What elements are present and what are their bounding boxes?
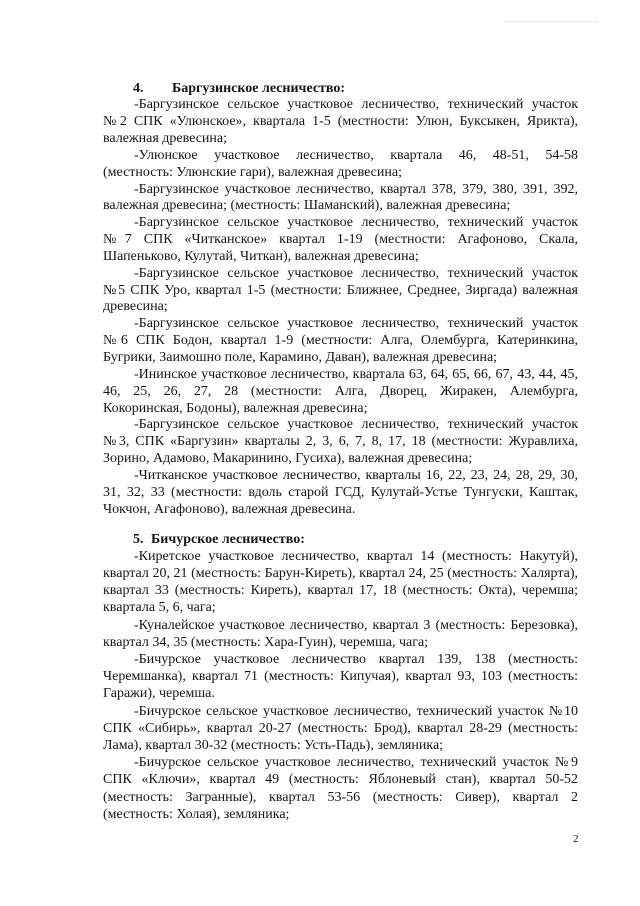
list-item: [103, 754, 578, 823]
list-item: [103, 417, 578, 468]
section-heading: [103, 531, 578, 548]
text-line: Шапеньково, Кулутай, Читкан), валежная древесина;: [103, 248, 419, 264]
list-item: [103, 148, 578, 182]
text-line: -Читканское участковое лесничество, кварталы 16, 22, 23, 24, 28, 29, 30,: [134, 467, 578, 483]
text-line: -Баргузинское сельское участковое лесничество, технический участок: [134, 417, 578, 433]
text-line: валежная древесина; (местность: Шаманский), валежная древесина;: [103, 198, 511, 214]
text-line: -Бичурское сельское участковое лесничество, технический участок №9: [134, 755, 578, 771]
text-line: -Куналейское участковое лесничество, квартал 3 (местность: Березовка),: [134, 617, 578, 633]
text-line: -Баргузинское сельское участковое лесничество, технический участок: [134, 215, 578, 231]
text-line: Лама), квартал 30-32 (местность: Усть-Падь), земляника;: [103, 737, 444, 753]
text-line: 46, 25, 26, 27, 28 (местности: Алга, Дворец, Жиракен, Алембурга,: [103, 383, 578, 399]
text-line: -Баргузинское участковое лесничество, квартал 378, 379, 380, 391, 392,: [134, 181, 578, 197]
section-title: Баргузинское лесничество:: [172, 80, 346, 96]
text-line: квартал 33 (местность: Киреть), квартал 17, 18 (местность: Окта), черемша;: [103, 583, 578, 599]
text-line: валежная древесина;: [103, 131, 228, 147]
text-line: Бугрики, Заимошно поле, Карамино, Даван), валежная древесина;: [103, 350, 498, 365]
forestry-section: [103, 531, 578, 823]
text-line: -Улюнское участковое лесничество, квартала 46, 48-51, 54-58: [134, 147, 578, 163]
list-item: [103, 617, 578, 651]
text-line: (местность: Улюнские гари), валежная древесина;: [103, 164, 402, 180]
text-line: древесина;: [103, 299, 168, 315]
text-line: квартал 20, 21 (местность: Барун-Киреть), квартал 24, 25 (местность: Халярта),: [103, 565, 578, 581]
forestry-section: [103, 81, 578, 519]
text-line: -Баргузинское сельское участковое лесничество, технический участок: [134, 97, 578, 113]
text-line: -Баргузинское сельское участковое лесничество, технический участок: [134, 265, 578, 281]
text-line: №7 СПК «Читканское» квартал 1-19 (местности: Агафоново, Скала,: [103, 232, 578, 248]
text-line: Гаражи), черемша.: [103, 686, 215, 702]
text-line: Кокоринская, Бодоны), валежная древесина;: [103, 400, 368, 416]
section-heading: [103, 81, 578, 98]
page-number: 2: [573, 833, 579, 845]
list-item: [103, 215, 578, 266]
list-item: [103, 367, 578, 418]
text-line: №6 СПК Бодон, квартал 1-9 (местности: Алга, Олембурга, Катеринкина,: [103, 333, 578, 349]
text-line: -Баргузинское сельское участковое лесничество, технический участок: [134, 316, 578, 332]
text-line: Чокчон, Агафоново), валежная древесина.: [103, 501, 356, 517]
list-item: [103, 266, 578, 317]
scan-artifact: [506, 21, 598, 22]
text-line: -Бичурское участковое лесничество квартал 139, 138 (местность:: [134, 651, 578, 667]
text-line: Зорино, Адамово, Макаринино, Гусиха), валежная древесина;: [103, 451, 473, 467]
section-title: Бичурское лесничество:: [151, 531, 305, 547]
text-line: №3, СПК «Баргузин» кварталы 2, 3, 6, 7, 8, 17, 18 (местности: Журавлиха,: [103, 434, 578, 450]
text-line: -Ининское участковое лесничество, квартала 63, 64, 65, 66, 67, 43, 44, 45,: [134, 366, 578, 382]
text-line: СПК «Сибирь», квартал 20-27 (местность: Брод), квартал 28-29 (местность:: [103, 720, 578, 736]
text-line: Черемшанка), квартал 71 (местность: Кипучая), квартал 93, 103 (местность:: [103, 669, 578, 685]
list-item: [103, 703, 578, 755]
list-item: [103, 316, 578, 367]
section-number: 4.: [133, 80, 144, 96]
text-line: №2 СПК «Улюнское», квартала 1-5 (местности: Улюн, Буксыкен, Ярикта),: [103, 114, 578, 130]
list-item: [103, 182, 578, 216]
text-line: (местность: Холая), земляника;: [103, 806, 290, 822]
text-line: квартал 34, 35 (местность: Хара-Гуин), черемша, чага;: [103, 634, 429, 650]
list-item: [103, 548, 578, 617]
section-number: 5.: [133, 531, 144, 547]
list-item: [103, 651, 578, 703]
text-line: квартала 5, 6, чага;: [103, 600, 216, 616]
list-item: [103, 468, 578, 519]
list-item: [103, 97, 578, 148]
text-line: (местность: Загранные), квартал 53-56 (местность: Сивер), квартал 2: [103, 789, 578, 805]
text-line: СПК «Ключи», квартал 49 (местность: Яблоневый стан), квартал 50-52: [103, 772, 578, 788]
text-line: -Бичурское сельское участковое лесничество, технический участок №10: [134, 703, 578, 719]
text-line: №5 СПК Уро, квартал 1-5 (местности: Ближнее, Среднее, Зиргада) валежная: [103, 282, 578, 298]
text-line: -Киретское участковое лесничество, квартал 14 (местность: Накутуй),: [134, 548, 578, 564]
text-line: 31, 32, 33 (местности: вдоль старой ГСД, Кулутай-Устье Тунгуски, Каштак,: [103, 484, 578, 500]
